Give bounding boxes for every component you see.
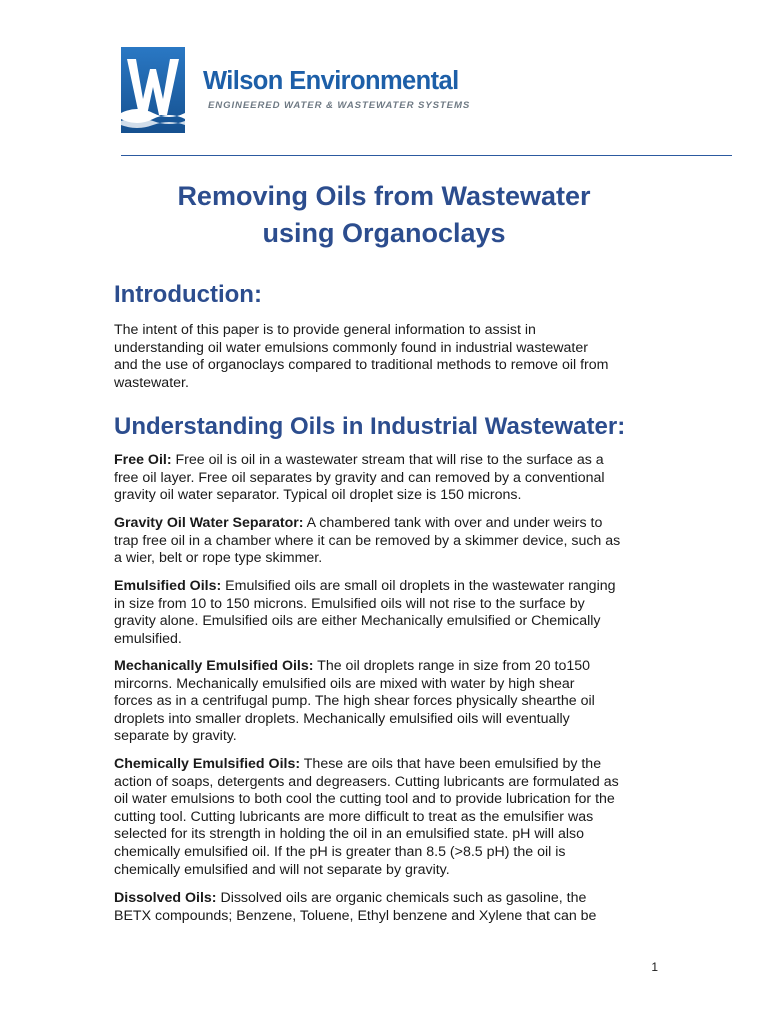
line: separate by gravity.	[114, 728, 237, 745]
line: wastewater.	[114, 374, 189, 391]
title-line-2: using Organoclays	[262, 218, 506, 248]
title-line-1: Removing Oils from Wastewater	[177, 181, 591, 211]
chemically-emulsified-term: Chemically Emulsified Oils:	[114, 756, 301, 772]
line: These are oils that have been emulsified by the	[300, 756, 602, 772]
line: oil water emulsions to both cool the cutting tool and to provide lubrication for the	[114, 791, 615, 808]
introduction-paragraph	[114, 322, 674, 392]
free-oil-paragraph	[114, 452, 674, 505]
line: forces as in a centrifugal pump. The high shear forces physically shearthe oil	[114, 693, 595, 710]
line: BETX compounds; Benzene, Toluene, Ethyl benzene and Xylene that can be	[114, 907, 597, 924]
understanding-oils-heading: Understanding Oils in Industrial Wastewater:	[114, 413, 626, 440]
line: The oil droplets range in size from 20 to150	[313, 658, 591, 674]
dissolved-oils-paragraph	[114, 890, 674, 925]
page-number: 1	[651, 960, 658, 974]
brand-tagline: ENGINEERED WATER & WASTEWATER SYSTEMS	[208, 100, 471, 111]
line: and the use of organoclays compared to traditional methods to remove oil from	[114, 357, 609, 374]
line: Dissolved oils are organic chemicals such as gasoline, the	[216, 890, 587, 906]
header-divider	[121, 155, 732, 156]
introduction-heading: Introduction:	[114, 281, 262, 308]
line: droplets into smaller droplets. Mechanically emulsified oils will eventually	[114, 710, 570, 727]
wilson-w-logo-icon	[121, 47, 185, 133]
line: understanding oil water emulsions commonly found in industrial wastewater	[114, 339, 588, 356]
line: A chambered tank with over and under weirs to	[303, 515, 603, 531]
line: a wier, belt or rope type skimmer.	[114, 550, 323, 567]
emulsified-oils-term: Emulsified Oils:	[114, 578, 222, 594]
gravity-separator-term: Gravity Oil Water Separator:	[114, 515, 304, 531]
line: Free oil is oil in a wastewater stream that will rise to the surface as a	[171, 452, 604, 468]
line: Emulsified oils are small oil droplets in the wastewater ranging	[221, 578, 616, 594]
line: trap free oil in a chamber where it can be removed by a skimmer device, such as	[114, 532, 621, 549]
document-title	[114, 178, 654, 252]
line: free oil layer. Free oil separates by gravity and can removed by a conventional	[114, 469, 605, 486]
line: cutting tool. Cutting lubricants are more difficult to treat as the emulsifier was	[114, 808, 594, 825]
line: chemically emulsified and will not separate by gravity.	[114, 861, 450, 878]
free-oil-term: Free Oil:	[114, 452, 172, 468]
chemically-emulsified-paragraph	[114, 756, 674, 879]
line: chemically emulsified oil. If the pH is greater than 8.5 (>8.5 pH) the oil is	[114, 843, 566, 860]
line: emulsified.	[114, 630, 182, 647]
line: gravity oil water separator. Typical oil droplet size is 150 microns.	[114, 487, 522, 504]
mechanically-emulsified-paragraph	[114, 658, 674, 746]
line: mircorns. Mechanically emulsified oils are mixed with water by high shear	[114, 675, 575, 692]
line: The intent of this paper is to provide general information to assist in	[114, 322, 536, 338]
gravity-separator-paragraph	[114, 515, 674, 568]
line: action of soaps, detergents and degreasers. Cutting lubricants are formulated as	[114, 773, 619, 790]
emulsified-oils-paragraph	[114, 578, 674, 648]
dissolved-oils-term: Dissolved Oils:	[114, 890, 217, 906]
brand-name: Wilson Environmental	[203, 67, 459, 95]
mechanically-emulsified-term: Mechanically Emulsified Oils:	[114, 658, 314, 674]
company-logo	[121, 47, 481, 133]
line: gravity alone. Emulsified oils are either Mechanically emulsified or Chemically	[114, 613, 601, 630]
line: selected for its strength in holding the oil in an emulsified state. pH will also	[114, 826, 585, 843]
line: in size from 10 to 150 microns. Emulsified oils will not rise to the surface by	[114, 595, 585, 612]
